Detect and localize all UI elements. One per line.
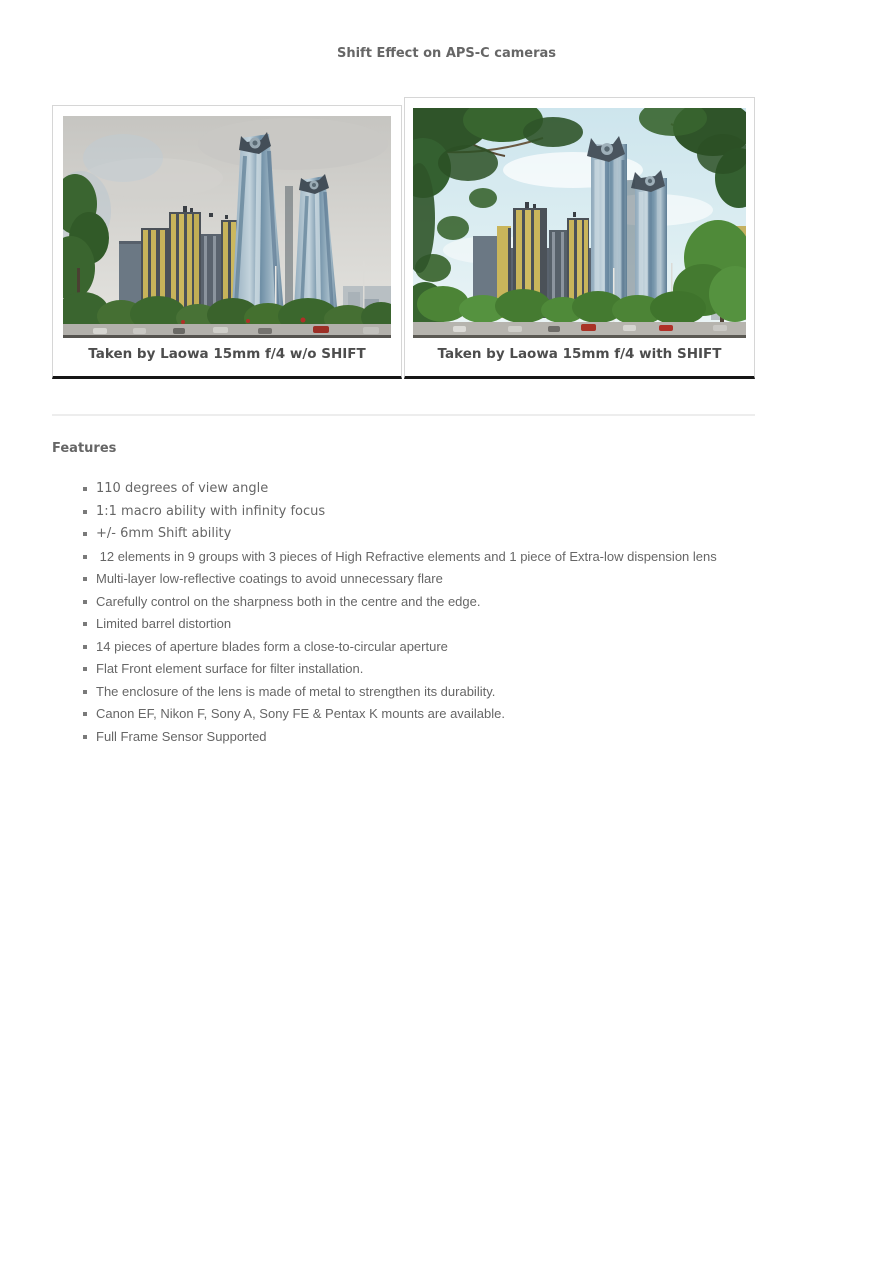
feature-text: 1:1 macro ability with infinity focus [96,503,326,519]
caption-with-shift: Taken by Laowa 15mm f/4 with SHIFT [437,346,722,362]
feature-item [52,703,852,726]
feature-text: The enclosure of the lens is made of metal to strengthen its durability. [96,683,496,699]
square-bullet-icon [83,532,87,536]
square-bullet-icon [83,577,87,581]
feature-text: Multi-layer low-reflective coatings to avoid unnecessary flare [96,571,443,586]
feature-item [52,613,852,636]
feature-item [52,546,852,569]
feature-text: 12 elements in 9 groups with 3 pieces of High Refractive elements and 1 piece of Extra-low dispension lens [96,548,717,564]
features-list [52,478,852,748]
feature-item [52,726,852,749]
feature-item [52,568,852,591]
feature-item [52,501,852,524]
square-bullet-icon [83,510,87,514]
feature-text: +/- 6mm Shift ability [96,526,232,541]
feature-text: Flat Front element surface for filter installation. [96,661,364,676]
square-bullet-icon [83,600,87,604]
photo-cell-without-shift [52,105,402,379]
square-bullet-icon [83,622,87,626]
feature-text: Carefully control on the sharpness both in the centre and the edge. [96,593,481,609]
caption-without-shift: Taken by Laowa 15mm f/4 w/o SHIFT [88,346,366,362]
square-bullet-icon [83,735,87,739]
feature-item [52,591,852,614]
square-bullet-icon [83,690,87,694]
city-photo-with-shift [413,108,746,338]
square-bullet-icon [83,667,87,671]
city-photo-without-shift [63,116,391,338]
features-heading: Features [52,441,117,456]
feature-item [52,636,852,659]
feature-text: Limited barrel distortion [96,616,232,631]
square-bullet-icon [83,645,87,649]
feature-text: Canon EF, Nikon F, Sony A, Sony FE & Pentax K mounts are available. [96,706,505,721]
feature-item [52,658,852,681]
page-title: Shift Effect on APS-C cameras [336,46,557,61]
feature-item [52,523,852,546]
square-bullet-icon [83,487,87,491]
feature-text: Full Frame Sensor Supported [96,728,267,744]
feature-item [52,681,852,704]
feature-item [52,478,852,501]
square-bullet-icon [83,712,87,716]
feature-text: 14 pieces of aperture blades form a close-to-circular aperture [96,638,448,654]
photo-cell-with-shift [404,97,755,379]
square-bullet-icon [83,555,87,559]
section-divider [52,414,755,416]
shift-comparison-table [52,97,755,379]
feature-text: 110 degrees of view angle [96,481,269,496]
